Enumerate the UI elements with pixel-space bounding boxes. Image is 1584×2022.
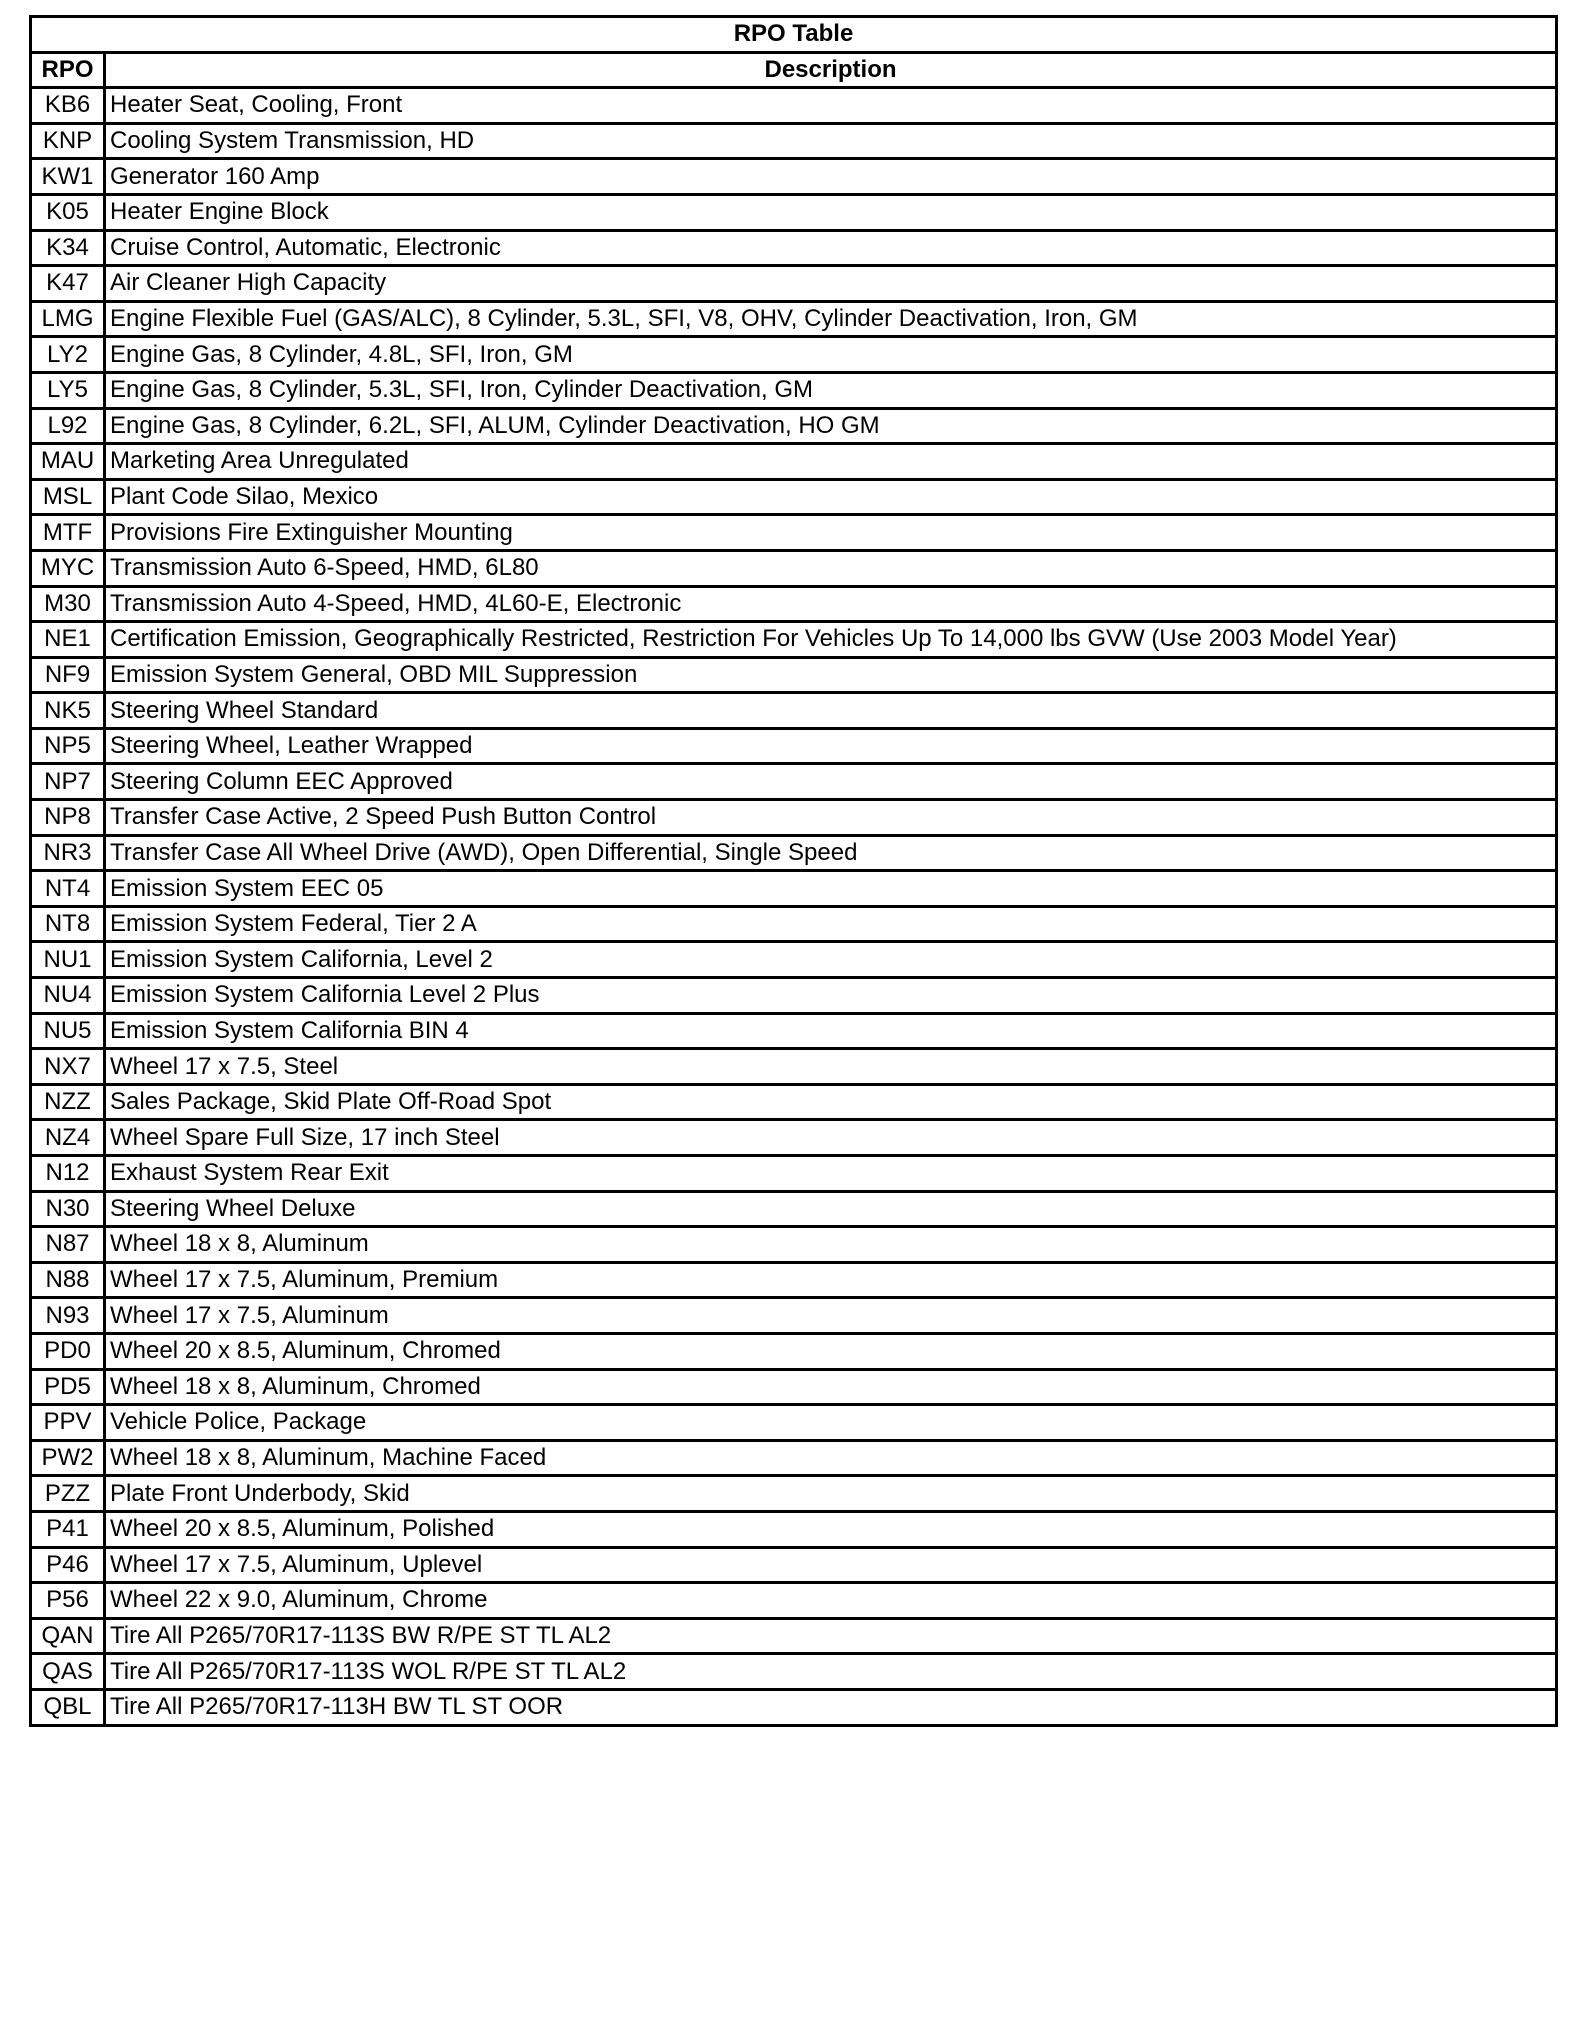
table-row [31, 372, 1557, 408]
description-cell: Heater Seat, Cooling, Front [105, 88, 1557, 124]
table-row [31, 1049, 1557, 1085]
table-row [31, 1583, 1557, 1619]
description-cell: Cooling System Transmission, HD [105, 123, 1557, 159]
table-row [31, 550, 1557, 586]
description-cell: Plant Code Silao, Mexico [105, 479, 1557, 515]
rpo-code-cell: P41 [31, 1511, 105, 1547]
description-cell: Tire All P265/70R17-113S WOL R/PE ST TL AL2 [105, 1654, 1557, 1690]
table-row [31, 159, 1557, 195]
description-cell: Wheel 17 x 7.5, Aluminum [105, 1298, 1557, 1334]
table-row [31, 337, 1557, 373]
rpo-code-cell: KNP [31, 123, 105, 159]
description-cell: Engine Flexible Fuel (GAS/ALC), 8 Cylinder, 5.3L, SFI, V8, OHV, Cylinder Deactivation, Iron, GM [105, 301, 1557, 337]
description-cell: Tire All P265/70R17-113S BW R/PE ST TL AL2 [105, 1618, 1557, 1654]
description-cell: Transfer Case All Wheel Drive (AWD), Open Differential, Single Speed [105, 835, 1557, 871]
description-cell: Sales Package, Skid Plate Off-Road Spot [105, 1084, 1557, 1120]
rpo-code-cell: NP8 [31, 800, 105, 836]
description-cell: Marketing Area Unregulated [105, 444, 1557, 480]
rpo-code-cell: NT4 [31, 871, 105, 907]
table-row [31, 1440, 1557, 1476]
description-cell: Wheel 17 x 7.5, Steel [105, 1049, 1557, 1085]
description-cell: Wheel 20 x 8.5, Aluminum, Polished [105, 1511, 1557, 1547]
table-row [31, 1511, 1557, 1547]
description-cell: Engine Gas, 8 Cylinder, 4.8L, SFI, Iron, GM [105, 337, 1557, 373]
rpo-code-cell: NR3 [31, 835, 105, 871]
table-row [31, 301, 1557, 337]
rpo-code-cell: P56 [31, 1583, 105, 1619]
description-cell: Steering Wheel Deluxe [105, 1191, 1557, 1227]
description-cell: Emission System California BIN 4 [105, 1013, 1557, 1049]
description-cell: Air Cleaner High Capacity [105, 266, 1557, 302]
rpo-code-cell: QBL [31, 1689, 105, 1725]
rpo-table [29, 15, 1558, 1727]
rpo-code-cell: PD0 [31, 1333, 105, 1369]
table-row [31, 1191, 1557, 1227]
description-cell: Generator 160 Amp [105, 159, 1557, 195]
table-row [31, 942, 1557, 978]
table-row [31, 693, 1557, 729]
table-row [31, 764, 1557, 800]
description-cell: Emission System California, Level 2 [105, 942, 1557, 978]
description-cell: Plate Front Underbody, Skid [105, 1476, 1557, 1512]
description-cell: Steering Wheel Standard [105, 693, 1557, 729]
description-cell: Engine Gas, 8 Cylinder, 5.3L, SFI, Iron, Cylinder Deactivation, GM [105, 372, 1557, 408]
description-cell: Emission System California Level 2 Plus [105, 978, 1557, 1014]
description-cell: Vehicle Police, Package [105, 1405, 1557, 1441]
description-cell: Emission System EEC 05 [105, 871, 1557, 907]
rpo-code-cell: KB6 [31, 88, 105, 124]
rpo-code-cell: NF9 [31, 657, 105, 693]
description-cell: Cruise Control, Automatic, Electronic [105, 230, 1557, 266]
rpo-code-cell: MTF [31, 515, 105, 551]
column-header-rpo: RPO [31, 52, 105, 88]
table-row [31, 622, 1557, 658]
table-row [31, 1547, 1557, 1583]
rpo-code-cell: NE1 [31, 622, 105, 658]
rpo-code-cell: NT8 [31, 906, 105, 942]
table-title: RPO Table [31, 17, 1557, 53]
description-cell: Transmission Auto 4-Speed, HMD, 4L60-E, Electronic [105, 586, 1557, 622]
table-row [31, 1618, 1557, 1654]
rpo-code-cell: NP7 [31, 764, 105, 800]
description-cell: Wheel 18 x 8, Aluminum, Machine Faced [105, 1440, 1557, 1476]
description-cell: Steering Column EEC Approved [105, 764, 1557, 800]
rpo-code-cell: K34 [31, 230, 105, 266]
table-row [31, 230, 1557, 266]
table-row [31, 906, 1557, 942]
description-cell: Wheel 17 x 7.5, Aluminum, Uplevel [105, 1547, 1557, 1583]
rpo-code-cell: PD5 [31, 1369, 105, 1405]
rpo-code-cell: K47 [31, 266, 105, 302]
rpo-code-cell: N30 [31, 1191, 105, 1227]
rpo-code-cell: N88 [31, 1262, 105, 1298]
table-row [31, 1156, 1557, 1192]
description-cell: Tire All P265/70R17-113H BW TL ST OOR [105, 1689, 1557, 1725]
rpo-code-cell: N93 [31, 1298, 105, 1334]
table-row [31, 1227, 1557, 1263]
description-cell: Emission System Federal, Tier 2 A [105, 906, 1557, 942]
table-row [31, 835, 1557, 871]
table-row [31, 1689, 1557, 1725]
description-cell: Steering Wheel, Leather Wrapped [105, 728, 1557, 764]
description-cell: Wheel 18 x 8, Aluminum, Chromed [105, 1369, 1557, 1405]
rpo-code-cell: PPV [31, 1405, 105, 1441]
description-cell: Wheel Spare Full Size, 17 inch Steel [105, 1120, 1557, 1156]
rpo-code-cell: L92 [31, 408, 105, 444]
rpo-code-cell: NU1 [31, 942, 105, 978]
rpo-code-cell: N87 [31, 1227, 105, 1263]
description-cell: Exhaust System Rear Exit [105, 1156, 1557, 1192]
description-cell: Heater Engine Block [105, 194, 1557, 230]
rpo-code-cell: N12 [31, 1156, 105, 1192]
table-row [31, 408, 1557, 444]
rpo-code-cell: LMG [31, 301, 105, 337]
table-body [31, 88, 1557, 1725]
table-row [31, 978, 1557, 1014]
rpo-code-cell: PW2 [31, 1440, 105, 1476]
rpo-code-cell: NU5 [31, 1013, 105, 1049]
rpo-code-cell: MSL [31, 479, 105, 515]
table-row [31, 1120, 1557, 1156]
table-row [31, 657, 1557, 693]
rpo-code-cell: NK5 [31, 693, 105, 729]
rpo-code-cell: NP5 [31, 728, 105, 764]
rpo-code-cell: P46 [31, 1547, 105, 1583]
table-row [31, 479, 1557, 515]
table-header-row [31, 52, 1557, 88]
rpo-code-cell: QAS [31, 1654, 105, 1690]
table-row [31, 1654, 1557, 1690]
table-row [31, 1262, 1557, 1298]
rpo-code-cell: NZZ [31, 1084, 105, 1120]
rpo-code-cell: K05 [31, 194, 105, 230]
rpo-code-cell: NU4 [31, 978, 105, 1014]
table-row [31, 1084, 1557, 1120]
rpo-code-cell: NZ4 [31, 1120, 105, 1156]
rpo-code-cell: MAU [31, 444, 105, 480]
table-row [31, 586, 1557, 622]
description-cell: Engine Gas, 8 Cylinder, 6.2L, SFI, ALUM, Cylinder Deactivation, HO GM [105, 408, 1557, 444]
table-row [31, 800, 1557, 836]
table-row [31, 871, 1557, 907]
rpo-code-cell: QAN [31, 1618, 105, 1654]
description-cell: Provisions Fire Extinguisher Mounting [105, 515, 1557, 551]
table-title-row [31, 17, 1557, 53]
rpo-code-cell: KW1 [31, 159, 105, 195]
description-cell: Transfer Case Active, 2 Speed Push Button Control [105, 800, 1557, 836]
table-row [31, 1476, 1557, 1512]
table-row [31, 444, 1557, 480]
table-row [31, 266, 1557, 302]
table-row [31, 1405, 1557, 1441]
rpo-code-cell: PZZ [31, 1476, 105, 1512]
table-row [31, 194, 1557, 230]
table-row [31, 123, 1557, 159]
rpo-code-cell: M30 [31, 586, 105, 622]
description-cell: Wheel 22 x 9.0, Aluminum, Chrome [105, 1583, 1557, 1619]
description-cell: Wheel 20 x 8.5, Aluminum, Chromed [105, 1333, 1557, 1369]
table-row [31, 88, 1557, 124]
table-row [31, 515, 1557, 551]
table-row [31, 1298, 1557, 1334]
description-cell: Emission System General, OBD MIL Suppression [105, 657, 1557, 693]
rpo-code-cell: LY2 [31, 337, 105, 373]
description-cell: Certification Emission, Geographically Restricted, Restriction For Vehicles Up To 14,000 lbs GVW (Use 2003 Model Year) [105, 622, 1557, 658]
description-cell: Wheel 17 x 7.5, Aluminum, Premium [105, 1262, 1557, 1298]
description-cell: Transmission Auto 6-Speed, HMD, 6L80 [105, 550, 1557, 586]
table-row [31, 1369, 1557, 1405]
column-header-description: Description [105, 52, 1557, 88]
table-row [31, 1013, 1557, 1049]
description-cell: Wheel 18 x 8, Aluminum [105, 1227, 1557, 1263]
table-row [31, 1333, 1557, 1369]
rpo-code-cell: MYC [31, 550, 105, 586]
table-row [31, 728, 1557, 764]
rpo-code-cell: NX7 [31, 1049, 105, 1085]
rpo-code-cell: LY5 [31, 372, 105, 408]
